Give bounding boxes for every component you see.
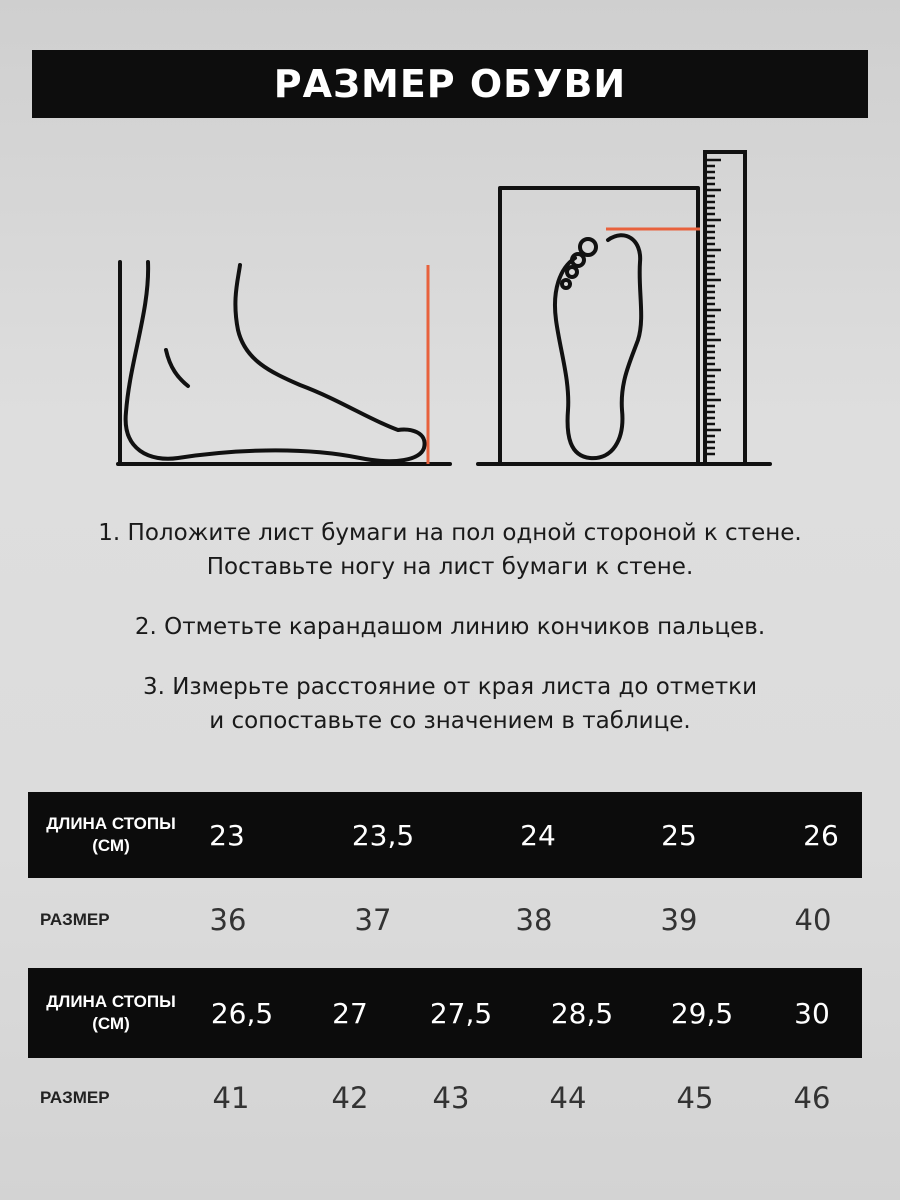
table1-length-label [36,792,186,878]
step-3-line-1: 3. Измерьте расстояние от края листа до отметки [142,674,758,700]
page-title: РАЗМЕР ОБУВИ [273,62,627,106]
step-3-line-2: и сопоставьте со значением в таблице. [209,708,691,734]
length-label-line1: ДЛИНА СТОПЫ [46,814,176,833]
table1-size-cell: 40 [794,903,832,937]
table1-size-cell: 37 [354,903,392,937]
table1-size-label: РАЗМЕР [40,910,110,929]
length-label-line2: (СМ) [92,836,130,855]
step-2: 2. Отметьте карандашом линию кончиков пальцев. [134,614,766,640]
table2-length-cell: 29,5 [670,996,734,1030]
table2-size-cell: 44 [549,1081,587,1115]
table1-size-cell: 36 [209,903,247,937]
table2-length-cell: 27 [332,996,368,1030]
table2-length-cell: 26,5 [210,996,274,1030]
table1-length-row [28,792,862,878]
table2-size-cell: 46 [793,1081,831,1115]
table1-length-cell: 24 [520,818,556,852]
step-1-line-1: 1. Положите лист бумаги на пол одной стороной к стене. [98,520,802,546]
table2-size-cell: 42 [331,1081,369,1115]
table1-size-cell: 38 [515,903,553,937]
table1-size-row [28,880,862,960]
table2-size-row [28,1058,862,1138]
table2-size-cell: 45 [676,1081,714,1115]
table2-size-cell: 43 [432,1081,470,1115]
foot-measurement-illustration [0,0,900,500]
table1-length-cell: 23,5 [351,818,415,852]
table2-size-cell: 41 [212,1081,250,1115]
step-1-line-2: Поставьте ногу на лист бумаги к стене. [206,554,694,580]
table2-length-label [36,968,186,1058]
foot-side-view-icon [118,262,450,464]
table2-size-label: РАЗМЕР [40,1088,110,1107]
table1-length-cell: 26 [803,818,839,852]
length-label-line1: ДЛИНА СТОПЫ [46,992,176,1011]
ruler-ticks [707,160,721,454]
table1-length-cell: 25 [661,818,697,852]
table2-length-cell: 27,5 [429,996,493,1030]
table1-length-cell: 23 [209,818,245,852]
table2-length-cell: 30 [794,996,830,1030]
table2-length-cell: 28,5 [550,996,614,1030]
length-label-line2: (СМ) [92,1014,130,1033]
instructions [40,516,860,738]
table2-length-row [28,968,862,1058]
table1-size-cell: 39 [660,903,698,937]
